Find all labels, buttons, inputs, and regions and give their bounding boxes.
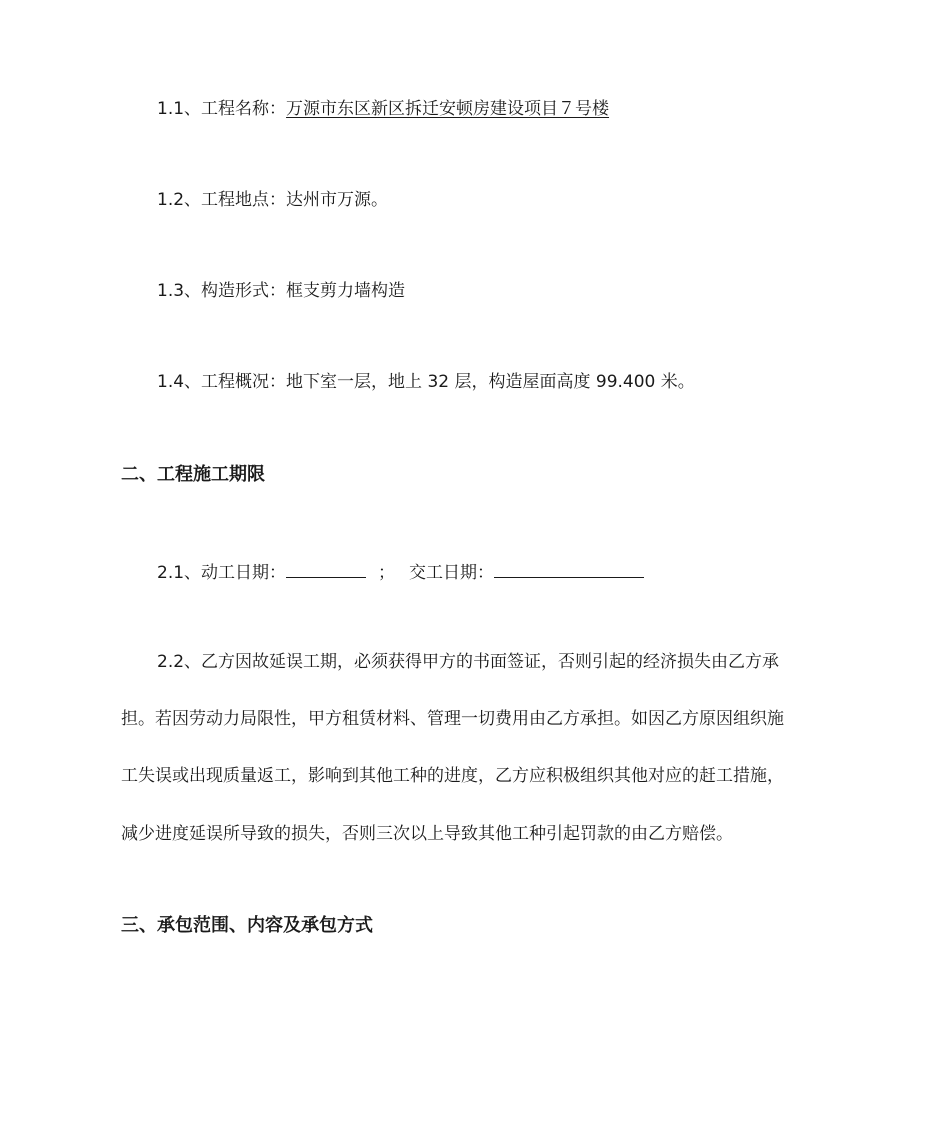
- section-3-heading: 三、承包范围、内容及承包方式: [121, 915, 373, 936]
- project-name-value: 万源市东区新区拆迁安顿房建设项目７号楼: [286, 99, 610, 119]
- section-2-heading: 二、工程施工期限: [121, 464, 265, 485]
- structure-type-value: 框支剪力墙构造: [286, 281, 406, 301]
- item-1-4: [157, 370, 695, 394]
- item-1-3-label: 1.3、构造形式：: [157, 281, 287, 301]
- start-date-label: 2.1、动工日期：: [157, 563, 287, 583]
- project-location-value: 达州市万源。: [286, 190, 389, 210]
- item-1-1-label: 1.1、工程名称：: [157, 99, 287, 119]
- item-1-4-label: 1.4、工程概况：: [157, 372, 287, 392]
- end-date-label: 交工日期：: [409, 563, 495, 583]
- start-date-blank[interactable]: [286, 559, 366, 578]
- item-1-3: [157, 279, 405, 303]
- end-date-blank[interactable]: [494, 559, 644, 578]
- item-1-2: [157, 188, 388, 212]
- item-2-2-line-3: 工失误或出现质量返工，影响到其他工种的进度，乙方应积极组织其他对应的赶工措施，: [121, 766, 784, 786]
- date-separator: ；: [378, 563, 396, 583]
- item-2-2-line-1: 2.2、乙方因故延误工期，必须获得甲方的书面签证，否则引起的经济损失由乙方承: [157, 652, 780, 672]
- item-2-1: [157, 559, 644, 585]
- project-overview-value: 地下室一层，地上 32 层，构造屋面高度 99.400 米。: [286, 372, 695, 392]
- item-1-2-label: 1.2、工程地点：: [157, 190, 287, 210]
- item-1-1: [157, 97, 609, 121]
- item-2-2-line-4: 减少进度延误所导致的损失，否则三次以上导致其他工种引起罚款的由乙方赔偿。: [121, 824, 733, 844]
- item-2-2-line-2: 担。若因劳动力局限性，甲方租赁材料、管理一切费用由乙方承担。如因乙方原因组织施: [121, 709, 784, 729]
